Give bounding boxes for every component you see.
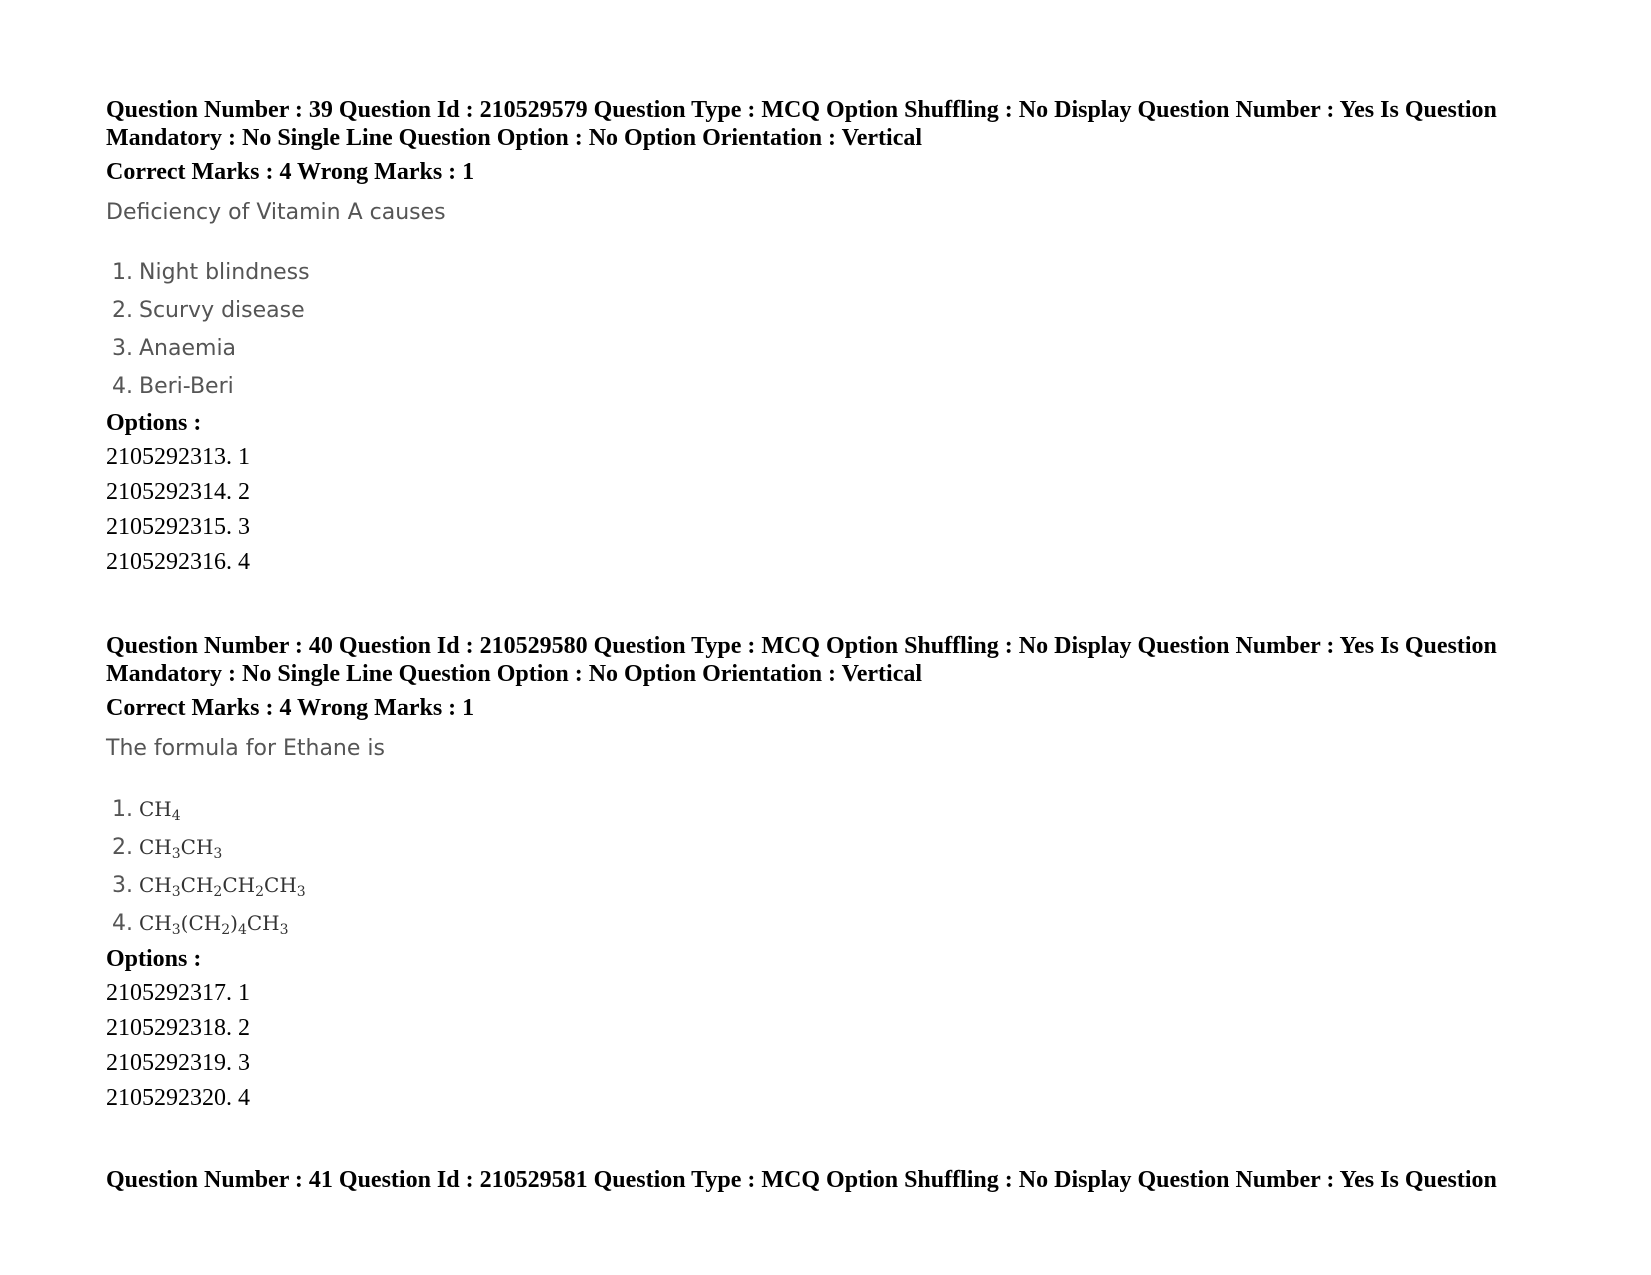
question-block-41: [106, 1166, 1576, 1194]
question-block-40: [106, 632, 1576, 1116]
choice-item: [112, 830, 1576, 868]
choice-number: 2.: [112, 835, 133, 860]
formula-subscript: 3: [171, 922, 181, 938]
question-marks: Correct Marks : 4 Wrong Marks : 1: [106, 159, 475, 185]
question-text: Deficiency of Vitamin A causes: [106, 200, 446, 225]
formula-part: CH: [139, 911, 172, 935]
choice-item: [112, 370, 1576, 408]
choice-text: Night blindness: [139, 260, 310, 285]
choice-number: 1.: [112, 260, 133, 285]
formula-part: CH: [180, 835, 214, 859]
option-id-item: 2105292313. 1: [106, 444, 250, 470]
option-id-item: 2105292316. 4: [106, 549, 250, 575]
choice-number: 4.: [112, 374, 133, 399]
question-marks: Correct Marks : 4 Wrong Marks : 1: [106, 695, 475, 721]
chemical-formula: [139, 797, 181, 824]
formula-subscript: 2: [221, 922, 231, 938]
option-id-item: 2105292317. 1: [106, 980, 250, 1006]
question-choice-list: [112, 792, 1576, 944]
choice-number: 1.: [112, 797, 133, 822]
options-label: Options :: [106, 946, 202, 972]
choice-item: [112, 294, 1576, 332]
option-id-item: 2105292319. 3: [106, 1050, 250, 1076]
choice-text: Beri-Beri: [139, 374, 234, 399]
formula-subscript: 2: [213, 884, 223, 900]
options-label: Options :: [106, 410, 202, 436]
formula-subscript: 3: [171, 884, 181, 900]
choice-number: 4.: [112, 911, 133, 936]
option-id-list: [106, 976, 1576, 1116]
option-id-list: [106, 440, 1576, 580]
choice-item: [112, 906, 1576, 944]
choice-text: Anaemia: [139, 336, 237, 361]
option-id-item: 2105292314. 2: [106, 479, 250, 505]
formula-part: CH: [139, 835, 172, 859]
option-id-item: 2105292315. 3: [106, 514, 250, 540]
formula-subscript: 3: [296, 884, 306, 900]
formula-part: (CH: [180, 911, 222, 935]
question-text: The formula for Ethane is: [106, 736, 385, 761]
question-choice-list: [112, 256, 1576, 408]
chemical-formula: [139, 911, 289, 938]
formula-part: CH: [139, 873, 172, 897]
question-meta-line-2: Mandatory : No Single Line Question Option : No Option Orientation : Vertical: [106, 661, 923, 687]
formula-subscript: 4: [171, 808, 181, 824]
formula-subscript: 3: [279, 922, 289, 938]
choice-item: [112, 868, 1576, 906]
question-meta-line-2: Mandatory : No Single Line Question Option : No Option Orientation : Vertical: [106, 125, 923, 151]
formula-part: CH: [180, 873, 214, 897]
chemical-formula: [139, 873, 306, 900]
choice-number: 3.: [112, 336, 133, 361]
choice-item: [112, 792, 1576, 830]
formula-part: CH: [246, 911, 280, 935]
choice-number: 3.: [112, 873, 133, 898]
question-meta-line-1: Question Number : 39 Question Id : 210529579 Question Type : MCQ Option Shuffling : No Display Question Number : Yes Is Question: [106, 97, 1497, 123]
formula-part: CH: [222, 873, 256, 897]
option-id-item: 2105292320. 4: [106, 1085, 250, 1111]
question-meta-line-1: Question Number : 41 Question Id : 210529581 Question Type : MCQ Option Shuffling : No Display Question Number : Yes Is Question: [106, 1167, 1497, 1193]
option-id-item: 2105292318. 2: [106, 1015, 250, 1041]
formula-part: CH: [264, 873, 297, 897]
choice-text: Scurvy disease: [139, 298, 305, 323]
choice-item: [112, 332, 1576, 370]
formula-part: CH: [139, 797, 172, 821]
formula-subscript: 4: [237, 922, 247, 938]
formula-part: ): [230, 911, 238, 935]
question-block-39: [106, 96, 1576, 580]
formula-subscript: 3: [171, 846, 181, 862]
choice-item: [112, 256, 1576, 294]
question-meta-line-1: Question Number : 40 Question Id : 210529580 Question Type : MCQ Option Shuffling : No Display Question Number : Yes Is Question: [106, 633, 1497, 659]
chemical-formula: [139, 835, 223, 862]
choice-number: 2.: [112, 298, 133, 323]
formula-subscript: 2: [255, 884, 265, 900]
formula-subscript: 3: [213, 846, 223, 862]
